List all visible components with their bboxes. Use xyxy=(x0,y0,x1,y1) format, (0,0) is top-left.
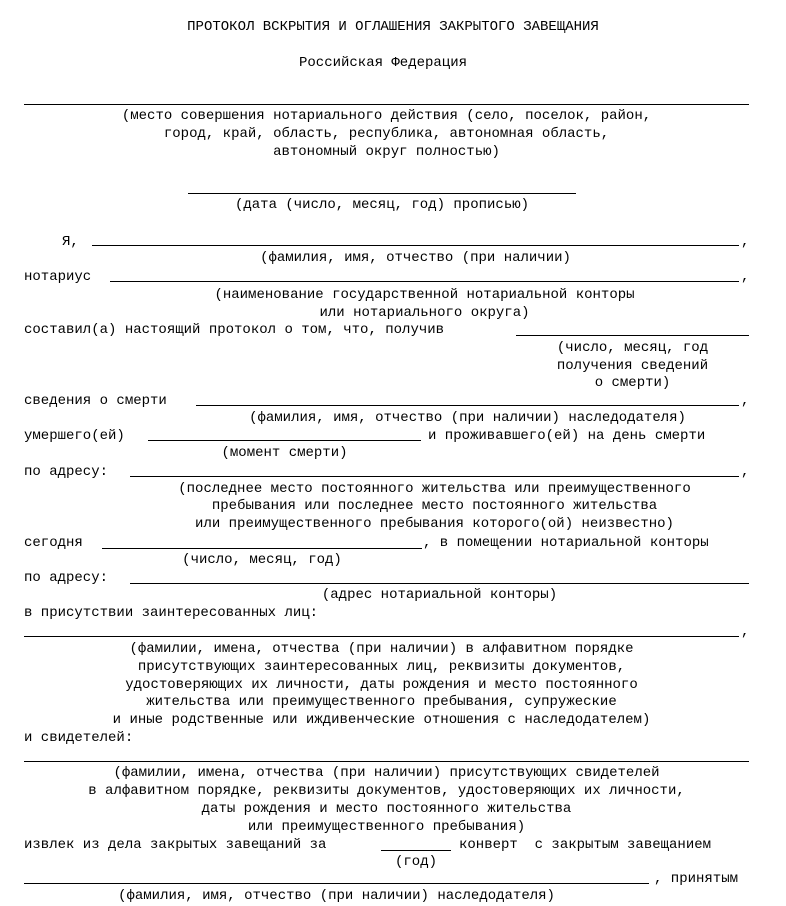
notary-label: нотариус xyxy=(24,269,92,285)
today-date-line[interactable] xyxy=(102,548,422,549)
received-hint-3: о смерти) xyxy=(594,375,671,391)
presence-text: в присутствии заинтересованных лиц: xyxy=(24,605,319,621)
date-line[interactable] xyxy=(188,193,576,194)
office-hint-2: или нотариального округа) xyxy=(319,305,530,321)
office-address-hint: (адрес нотариальной конторы) xyxy=(321,587,558,603)
deceased-label: умершего(ей) xyxy=(24,428,125,444)
witnesses-hint-3: даты рождения и место постоянного жительства xyxy=(201,801,572,817)
today-label: сегодня xyxy=(24,535,83,551)
received-hint-2: получения сведений xyxy=(556,358,709,374)
country-name: Российская Федерация xyxy=(298,55,468,71)
fio-hint: (фамилия, имя, отчество (при наличии) xyxy=(260,250,571,266)
received-date-line[interactable] xyxy=(516,335,749,336)
death-moment-hint: (момент смерти) xyxy=(221,445,348,461)
witnesses-hint-1: (фамилии, имена, отчества (при наличии) присутствующих свидетелей xyxy=(113,765,660,781)
lived-text: и проживавшего(ей) на день смерти xyxy=(428,428,706,444)
address-label: по адресу: xyxy=(24,570,109,586)
persons-line[interactable] xyxy=(24,636,739,637)
persons-hint-1: (фамилии, имена, отчества (при наличии) в алфавитном порядке xyxy=(129,641,634,657)
date-hint: (дата (число, месяц, год) прописью) xyxy=(234,197,530,213)
witnesses-label: и свидетелей: xyxy=(24,730,134,746)
ya-label: Я, xyxy=(62,234,79,250)
year-line[interactable] xyxy=(381,850,451,851)
comma: , xyxy=(741,393,750,409)
persons-hint-4: жительства или преимущественного пребывания, супружеские xyxy=(146,694,617,710)
last-residence-line[interactable] xyxy=(130,476,739,477)
comma: , xyxy=(741,234,750,250)
persons-hint-5: и иные родственные или иждивенческие отношения с наследодателем) xyxy=(112,712,651,728)
death-info-label: сведения о смерти xyxy=(24,393,167,409)
testator-fio-line-2[interactable] xyxy=(24,883,649,884)
testator-fio-line[interactable] xyxy=(196,405,739,406)
office-room-text: , в помещении нотариальной конторы xyxy=(423,535,709,551)
witnesses-hint-4: или преимущественного пребывания) xyxy=(247,819,526,835)
extracted-text-2: конверт с закрытым завещанием xyxy=(459,837,712,853)
persons-hint-3: удостоверяющих их личности, даты рождения и место постоянного xyxy=(125,677,638,693)
composed-text: составил(а) настоящий протокол о том, что, получив xyxy=(24,322,445,338)
comma: , xyxy=(741,269,750,285)
place-line[interactable] xyxy=(24,104,749,105)
notary-fio-line[interactable] xyxy=(92,245,739,246)
office-address-line[interactable] xyxy=(130,583,749,584)
address-label: по адресу: xyxy=(24,464,109,480)
persons-hint-2: присутствующих заинтересованных лиц, реквизиты документов, xyxy=(137,659,626,675)
place-hint-3: автономный округ полностью) xyxy=(273,144,500,160)
date-short-hint: (число, месяц, год) xyxy=(182,552,342,568)
witnesses-line[interactable] xyxy=(24,761,749,762)
document-title: ПРОТОКОЛ ВСКРЫТИЯ И ОГЛАШЕНИЯ ЗАКРЫТОГО ЗАВЕЩАНИЯ xyxy=(187,19,599,35)
witnesses-hint-2: в алфавитном порядке, реквизиты документов, удостоверяющих их личности, xyxy=(88,783,685,799)
last-residence-hint-3: или преимущественного пребывания которого(ой) неизвестно) xyxy=(195,516,674,532)
testator-fio-hint-2: (фамилия, имя, отчество (при наличии) наследодателя) xyxy=(118,888,555,904)
extracted-text-1: извлек из дела закрытых завещаний за xyxy=(24,837,327,853)
office-hint-1: (наименование государственной нотариальной конторы xyxy=(214,287,635,303)
place-hint-2: город, край, область, республика, автономная область, xyxy=(163,126,610,142)
last-residence-hint-2: пребывания или последнее место постоянного жительства xyxy=(211,498,658,514)
year-hint: (год) xyxy=(394,854,437,870)
death-moment-line[interactable] xyxy=(148,440,421,441)
office-line[interactable] xyxy=(110,281,739,282)
place-hint-1: (место совершения нотариального действия (село, поселок, район, xyxy=(121,108,652,124)
comma: , xyxy=(741,464,750,480)
accepted-text: , принятым xyxy=(654,871,739,887)
received-hint-1: (число, месяц, год xyxy=(556,340,709,356)
last-residence-hint-1: (последнее место постоянного жительства или преимущественного xyxy=(178,481,691,497)
testator-fio-hint: (фамилия, имя, отчество (при наличии) наследодателя) xyxy=(249,410,686,426)
comma: , xyxy=(741,624,750,640)
